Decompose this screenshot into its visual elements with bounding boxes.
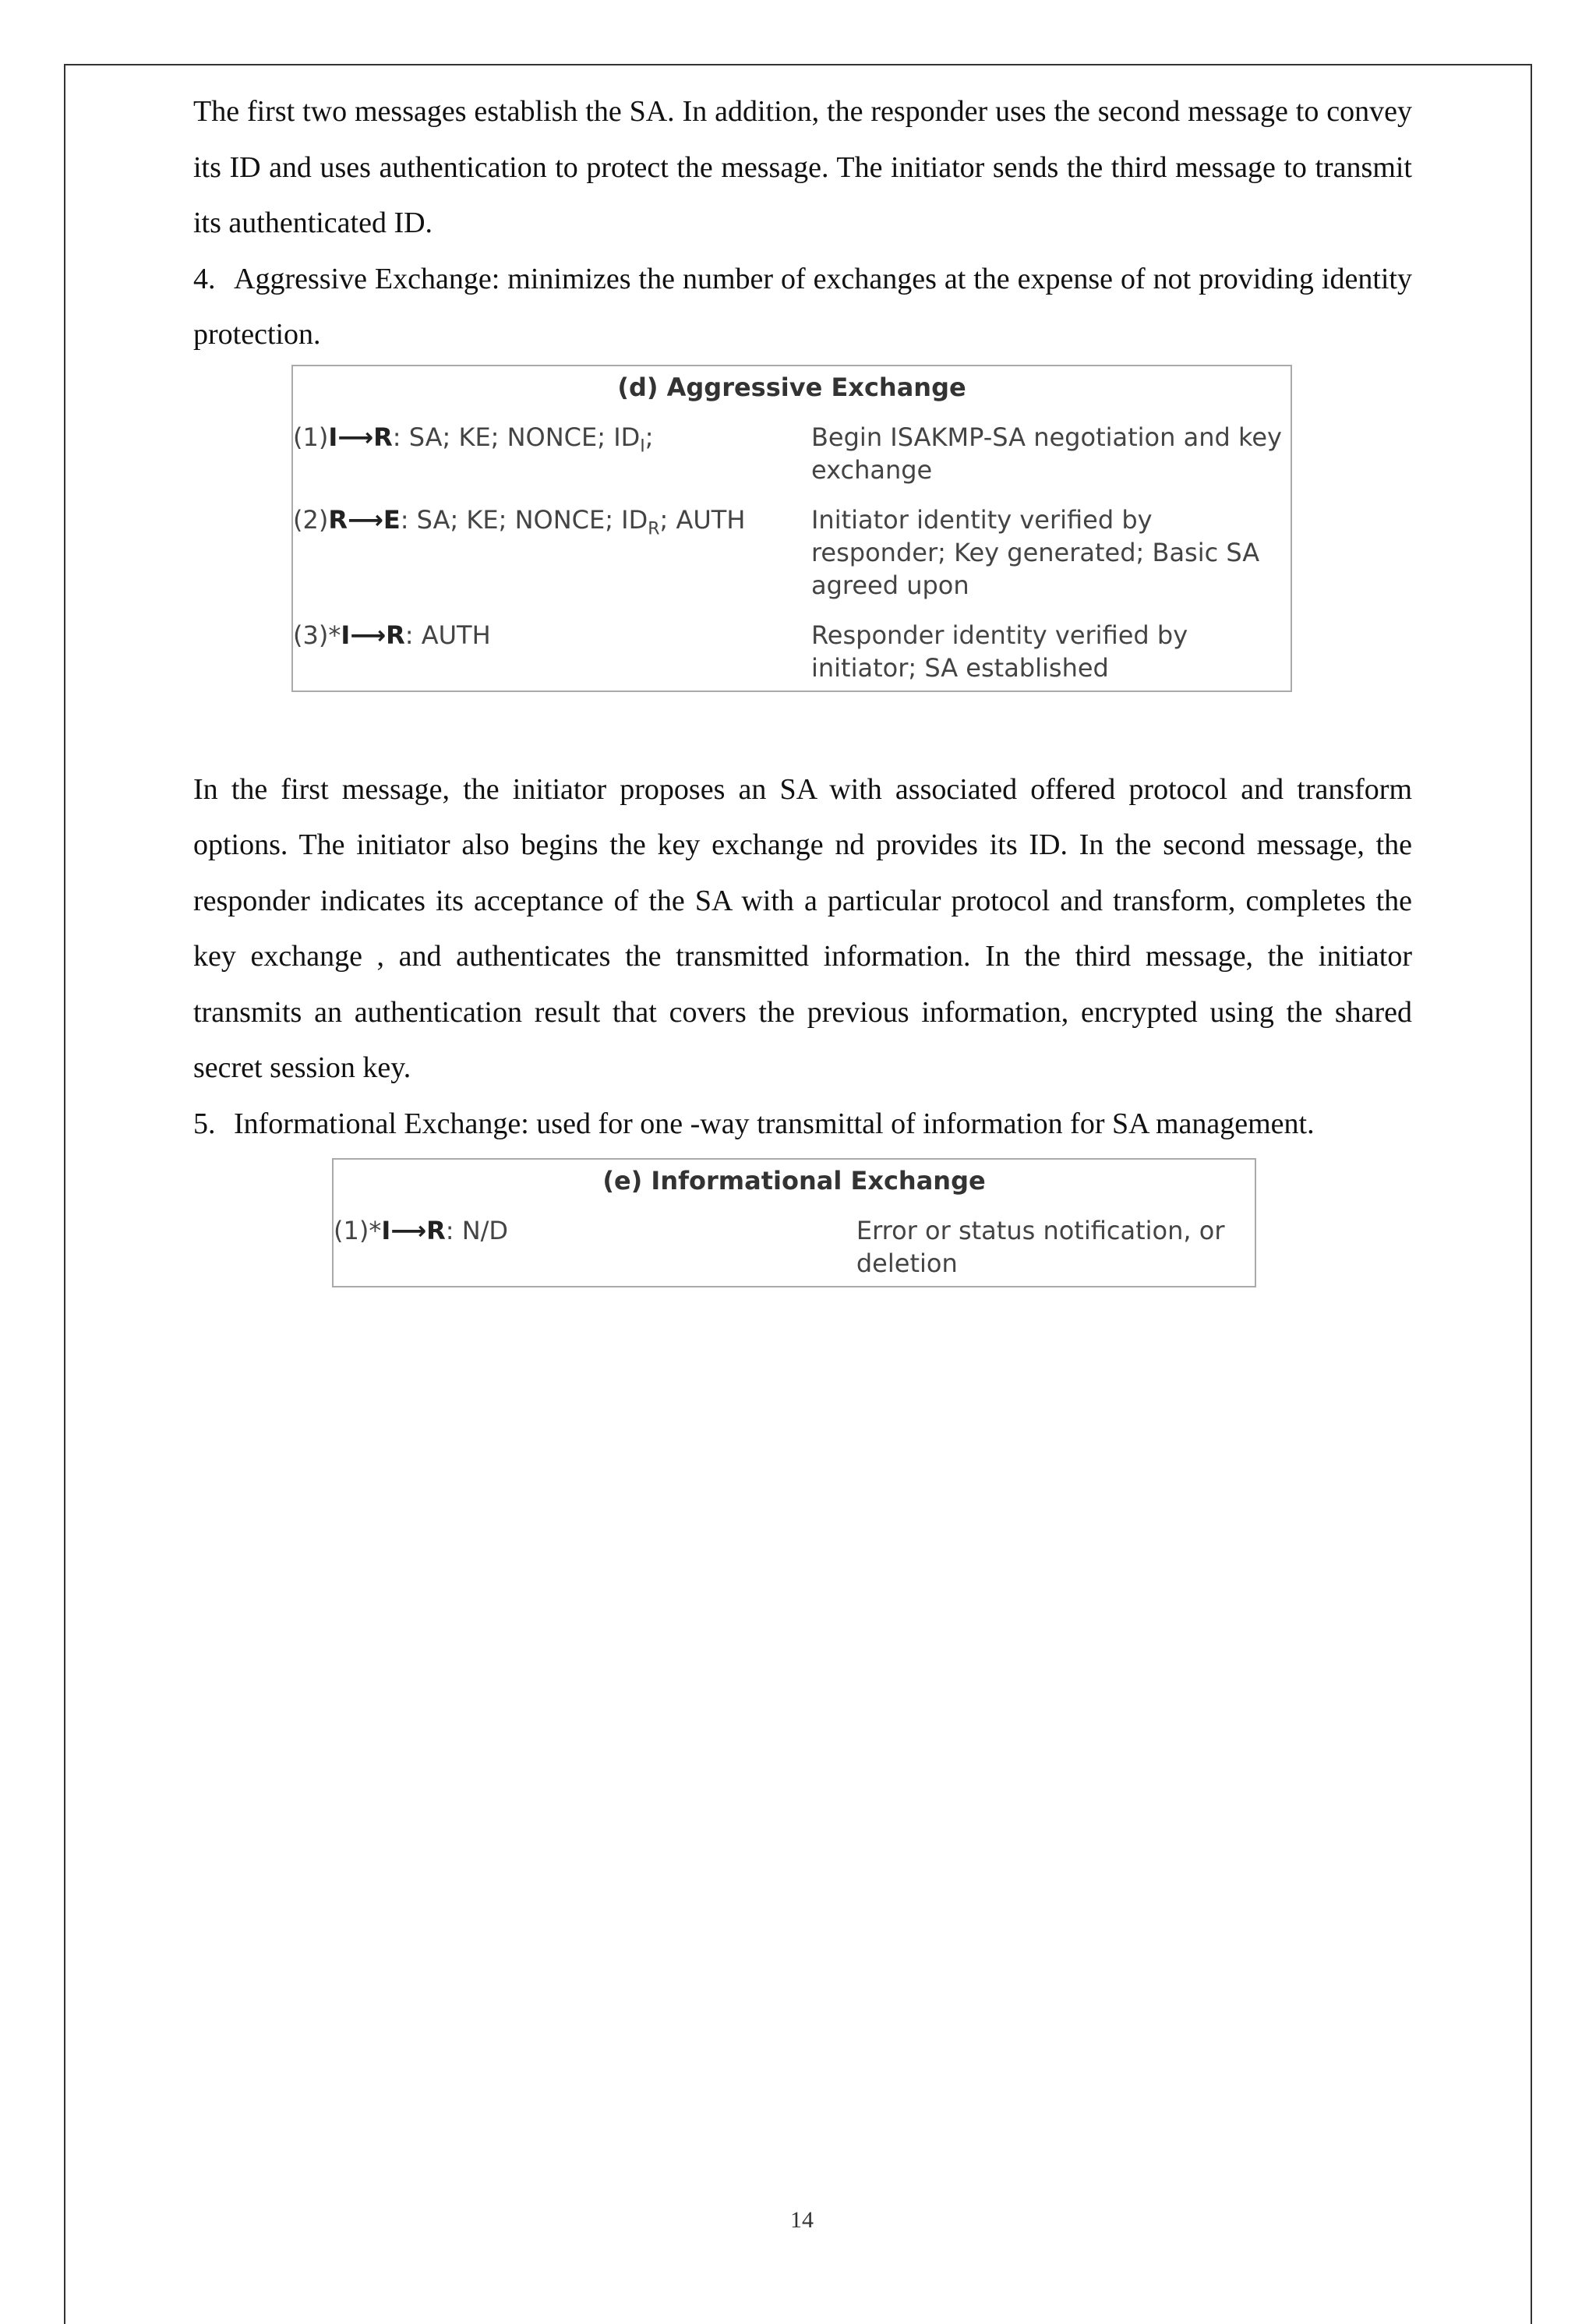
arrow-right-icon: ⟶ <box>337 422 374 452</box>
figure-informational-exchange <box>332 1158 1256 1287</box>
paragraph-aggressive-detail: In the first message, the initiator proposes an SA with associated offered protocol and transform options. The initiator also begins the key exchange nd provides its ID. In the second message, the responder indicates its acceptance of the SA with a particular protocol and transform, completes the key exchange , and authenticates the transmitted information. In the third message, the initiator transmits an authentication result that covers the previous information, encrypted using the shared secret session key. <box>193 772 1412 1084</box>
message-cell: (3)*I⟶R: AUTH <box>293 620 491 650</box>
list-number: 4. <box>193 262 216 295</box>
list-item-informational-exchange <box>193 1097 1412 1153</box>
description-cell: Initiator identity verified by responder; Key generated; Basic SA agreed upon <box>810 504 1260 600</box>
list-text: Informational Exchange: used for one -way transmittal of information for SA management. <box>234 1107 1315 1140</box>
message-cell: (1)*I⟶R: N/D <box>334 1216 509 1245</box>
description-cell: Begin ISAKMP-SA negotiation and key exchange <box>810 422 1282 485</box>
figure-row <box>293 503 1291 602</box>
description-cell: Responder identity verified by initiator; SA established <box>810 620 1188 683</box>
message-cell: (1)I⟶R: SA; KE; NONCE; $ID_I$; <box>293 422 654 456</box>
message-cell: (2)R⟶E: SA; KE; NONCE; $ID_R$; AUTH <box>293 504 746 539</box>
figure-title: (e) Informational Exchange <box>602 1166 986 1196</box>
list-text: Aggressive Exchange: minimizes the number of exchanges at the expense of not providing identity protection. <box>193 262 1412 351</box>
figure-title: (d) Aggressive Exchange <box>617 372 966 402</box>
description-cell: Error or status notification, or deletion <box>856 1216 1225 1278</box>
arrow-right-icon: ⟶ <box>390 1216 427 1245</box>
paragraph-sa-establish: The first two messages establish the SA. In addition, the responder uses the second message to convey its ID and uses authentication to protect the message. The initiator sends the third message to transmit its authenticated ID. <box>193 95 1412 239</box>
figure-row <box>293 619 1291 684</box>
list-item-aggressive-exchange <box>193 252 1412 363</box>
page-number: 14 <box>790 2207 814 2233</box>
arrow-right-icon: ⟶ <box>350 620 387 650</box>
figure-row <box>334 1214 1255 1280</box>
figure-row <box>293 421 1291 486</box>
figure-aggressive-exchange <box>291 365 1292 692</box>
arrow-right-icon: ⟶ <box>347 504 383 535</box>
document-body <box>193 84 1412 1287</box>
list-number: 5. <box>193 1107 216 1140</box>
